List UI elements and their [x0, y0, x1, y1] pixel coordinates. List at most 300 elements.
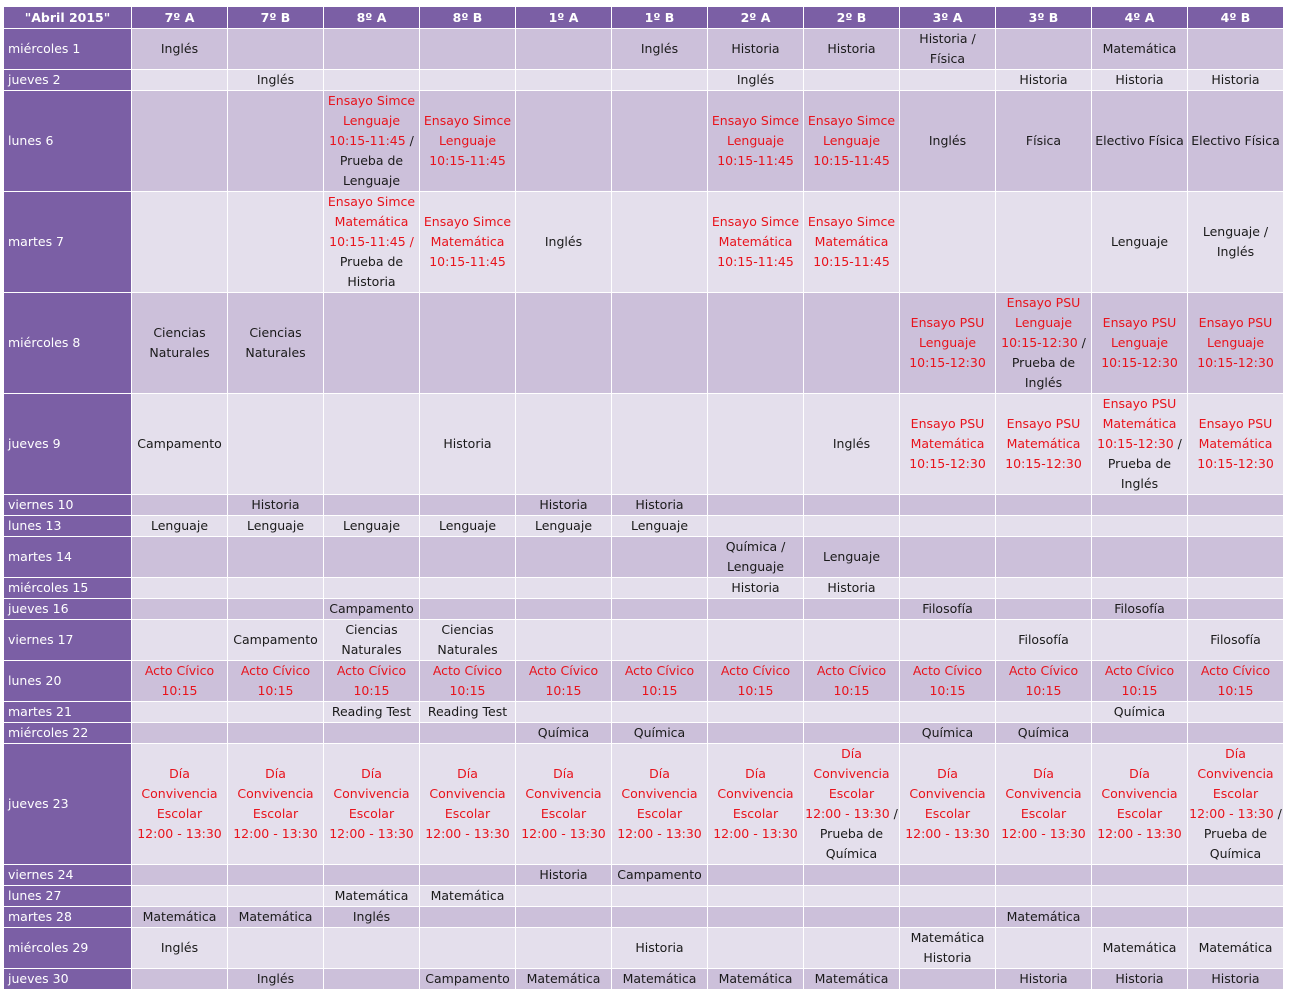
column-header: 7º B [228, 7, 324, 29]
schedule-cell [708, 516, 804, 537]
schedule-cell [612, 744, 708, 865]
schedule-cell [228, 599, 324, 620]
cell-text: Matemática [814, 234, 889, 249]
cell-text: 10:15 [1217, 683, 1254, 698]
cell-text: Campamento [233, 632, 318, 647]
schedule-cell [996, 495, 1092, 516]
cell-line [325, 272, 418, 292]
cell-line [1093, 784, 1186, 804]
cell-text: Lenguaje [726, 559, 785, 574]
cell-line [613, 723, 706, 743]
cell-text: Lenguaje [438, 518, 497, 533]
cell-text: Inglés [256, 72, 295, 87]
column-header: 7º A [132, 7, 228, 29]
schedule-cell [324, 620, 420, 661]
cell-line [229, 323, 322, 343]
day-row [4, 578, 1284, 599]
schedule-cell [228, 744, 324, 865]
cell-line [229, 630, 322, 650]
cell-line [325, 131, 418, 151]
schedule-cell [708, 578, 804, 599]
schedule-cell [612, 702, 708, 723]
cell-text: Química [825, 846, 878, 861]
cell-text: Historia [1019, 971, 1068, 986]
cell-text: Matemática [718, 971, 793, 986]
schedule-cell [1092, 293, 1188, 394]
schedule-cell [228, 516, 324, 537]
cell-text: Lenguaje [150, 518, 209, 533]
cell-line [1189, 333, 1282, 353]
cell-line [1093, 353, 1186, 373]
cell-line [997, 969, 1090, 989]
schedule-cell [516, 886, 612, 907]
cell-text: Prueba de [819, 826, 884, 841]
cell-text: Química / [725, 539, 786, 554]
cell-text: 10:15-12:30 [909, 456, 986, 471]
schedule-table [3, 6, 1284, 990]
cell-text: Química [633, 725, 686, 740]
schedule-cell [1188, 702, 1284, 723]
cell-text: Lenguaje [918, 335, 977, 350]
schedule-cell [804, 702, 900, 723]
schedule-cell [804, 928, 900, 969]
day-row [4, 516, 1284, 537]
cell-text: Ciencias [345, 622, 398, 637]
cell-text: Convivencia [1197, 766, 1274, 781]
cell-text: Matemática [1102, 940, 1177, 955]
day-row [4, 744, 1284, 865]
cell-line [613, 661, 706, 681]
cell-line [517, 495, 610, 515]
schedule-cell [228, 394, 324, 495]
cell-text: Escolar [924, 806, 971, 821]
cell-line [805, 131, 898, 151]
day-row [4, 29, 1284, 70]
cell-text: Escolar [1116, 806, 1163, 821]
cell-text: Convivencia [621, 786, 698, 801]
cell-line [997, 414, 1090, 434]
cell-line [1189, 969, 1282, 989]
cell-text: Ciencias [441, 622, 494, 637]
cell-text: Convivencia [141, 786, 218, 801]
day-label: lunes 6 [4, 91, 132, 192]
cell-text: Prueba de [339, 254, 404, 269]
schedule-cell [900, 886, 996, 907]
cell-text: 10:15-11:45 [813, 153, 890, 168]
schedule-cell [516, 537, 612, 578]
cell-line [133, 323, 226, 343]
cell-text: Inglés [640, 41, 679, 56]
cell-text: Química [1209, 846, 1262, 861]
schedule-cell [228, 702, 324, 723]
cell-text: 10:15-12:30 [1097, 436, 1174, 451]
schedule-cell [1188, 192, 1284, 293]
cell-line [1093, 804, 1186, 824]
schedule-cell [612, 886, 708, 907]
schedule-cell [420, 969, 516, 990]
schedule-cell [228, 907, 324, 928]
schedule-cell [708, 620, 804, 661]
cell-text: Acto Cívico [1200, 663, 1271, 678]
schedule-cell [132, 599, 228, 620]
cell-text: Filosofía [1114, 601, 1165, 616]
schedule-cell [516, 516, 612, 537]
schedule-cell [804, 91, 900, 192]
cell-line [997, 723, 1090, 743]
schedule-cell [132, 495, 228, 516]
cell-line [901, 824, 994, 844]
cell-text: Historia [347, 274, 396, 289]
day-row [4, 661, 1284, 702]
cell-text: Día [937, 766, 958, 781]
schedule-cell [996, 70, 1092, 91]
cell-text: Inglés [544, 234, 583, 249]
cell-text: 12:00 - 13:30 [137, 826, 222, 841]
schedule-cell [900, 91, 996, 192]
cell-text: Acto Cívico [816, 663, 887, 678]
schedule-cell [900, 394, 996, 495]
cell-line [133, 824, 226, 844]
schedule-cell [708, 293, 804, 394]
cell-text: Inglés [1120, 476, 1159, 491]
cell-text: Inglés [736, 72, 775, 87]
schedule-cell [1092, 192, 1188, 293]
cell-line [1093, 764, 1186, 784]
schedule-cell [804, 537, 900, 578]
schedule-cell [132, 865, 228, 886]
schedule-cell [420, 495, 516, 516]
cell-text: Filosofía [1018, 632, 1069, 647]
cell-line [805, 151, 898, 171]
cell-line [805, 661, 898, 681]
day-row [4, 70, 1284, 91]
schedule-cell [516, 599, 612, 620]
cell-text: 12:00 - 13:30 [425, 826, 510, 841]
cell-line [1189, 70, 1282, 90]
cell-text: Convivencia [717, 786, 794, 801]
cell-line [133, 804, 226, 824]
schedule-cell [900, 969, 996, 990]
cell-line [325, 784, 418, 804]
schedule-cell [996, 29, 1092, 70]
cell-line [229, 495, 322, 515]
schedule-cell [516, 578, 612, 599]
cell-line [997, 333, 1090, 353]
cell-text: Día [457, 766, 478, 781]
cell-text: Matemática [814, 971, 889, 986]
schedule-cell [420, 865, 516, 886]
cell-text: Física [929, 51, 966, 66]
cell-text: Ensayo Simce [327, 194, 416, 209]
cell-text: 10:15-12:30 [1197, 355, 1274, 370]
cell-line [133, 907, 226, 927]
cell-text: Día [169, 766, 190, 781]
cell-line [1189, 353, 1282, 373]
cell-text: Convivencia [909, 786, 986, 801]
schedule-cell [900, 578, 996, 599]
cell-line [709, 578, 802, 598]
cell-text: Convivencia [333, 786, 410, 801]
cell-line [805, 252, 898, 272]
cell-line [901, 49, 994, 69]
cell-line [517, 804, 610, 824]
cell-line [1093, 232, 1186, 252]
cell-text: Física [1025, 133, 1062, 148]
cell-text: Día [841, 746, 862, 761]
cell-text: Matemática [718, 234, 793, 249]
schedule-cell [1188, 661, 1284, 702]
schedule-cell [996, 537, 1092, 578]
cell-text: Ensayo Simce [327, 93, 416, 108]
cell-text: Ensayo Simce [711, 113, 800, 128]
schedule-cell [996, 192, 1092, 293]
cell-text: Acto Cívico [432, 663, 503, 678]
cell-text: Historia [443, 436, 492, 451]
day-label: jueves 2 [4, 70, 132, 91]
schedule-cell [420, 394, 516, 495]
column-header: 4º A [1092, 7, 1188, 29]
schedule-cell [516, 928, 612, 969]
cell-line [805, 232, 898, 252]
cell-text: Ensayo Simce [807, 214, 896, 229]
schedule-cell [1092, 744, 1188, 865]
cell-text: Lenguaje [726, 133, 785, 148]
schedule-cell [516, 91, 612, 192]
day-label: miércoles 1 [4, 29, 132, 70]
schedule-cell [804, 394, 900, 495]
schedule-cell [228, 29, 324, 70]
cell-line [709, 252, 802, 272]
day-row [4, 702, 1284, 723]
schedule-cell [804, 620, 900, 661]
day-label: miércoles 29 [4, 928, 132, 969]
cell-text: Filosofía [1210, 632, 1261, 647]
cell-line [325, 192, 418, 212]
cell-line [901, 723, 994, 743]
schedule-cell [324, 928, 420, 969]
cell-text: Escolar [348, 806, 395, 821]
schedule-cell [708, 70, 804, 91]
cell-line [613, 804, 706, 824]
cell-line [325, 702, 418, 722]
column-header: 2º A [708, 7, 804, 29]
cell-line [997, 293, 1090, 313]
cell-line [421, 681, 514, 701]
cell-text: Día [1129, 766, 1150, 781]
cell-text: Reading Test [427, 704, 508, 719]
cell-line [517, 661, 610, 681]
cell-line [805, 784, 898, 804]
cell-text: Electivo Física [1191, 133, 1280, 148]
cell-line [133, 434, 226, 454]
cell-text: Inglés [160, 940, 199, 955]
schedule-cell [1188, 495, 1284, 516]
cell-line [901, 948, 994, 968]
schedule-cell [804, 661, 900, 702]
cell-text: 12:00 - 13:30 [233, 826, 318, 841]
cell-line [325, 804, 418, 824]
schedule-cell [900, 723, 996, 744]
schedule-cell [1092, 516, 1188, 537]
cell-text: Lenguaje [1206, 335, 1265, 350]
cell-text: Lenguaje [1110, 335, 1169, 350]
schedule-cell [1092, 907, 1188, 928]
schedule-cell [516, 969, 612, 990]
cell-line [517, 824, 610, 844]
schedule-cell [708, 969, 804, 990]
day-label: viernes 10 [4, 495, 132, 516]
schedule-cell [1092, 578, 1188, 599]
cell-text: Convivencia [237, 786, 314, 801]
cell-text: Acto Cívico [624, 663, 695, 678]
day-row [4, 537, 1284, 578]
cell-line [517, 232, 610, 252]
cell-line [517, 784, 610, 804]
schedule-cell [228, 620, 324, 661]
schedule-cell [132, 661, 228, 702]
schedule-cell [516, 661, 612, 702]
cell-line [325, 907, 418, 927]
schedule-cell [804, 907, 900, 928]
cell-text: Matemática [526, 971, 601, 986]
cell-text: Matemática [622, 971, 697, 986]
schedule-cell [996, 886, 1092, 907]
cell-line [805, 434, 898, 454]
schedule-cell [324, 661, 420, 702]
schedule-cell [612, 969, 708, 990]
schedule-cell [228, 293, 324, 394]
cell-text: Naturales [245, 345, 306, 360]
cell-text: 10:15 [833, 683, 870, 698]
schedule-cell [900, 29, 996, 70]
cell-line [229, 70, 322, 90]
column-header: 1º A [516, 7, 612, 29]
cell-text: 10:15-12:30 [1101, 355, 1178, 370]
cell-line [805, 111, 898, 131]
schedule-cell [516, 394, 612, 495]
schedule-cell [1188, 599, 1284, 620]
schedule-cell [900, 907, 996, 928]
cell-text: Lenguaje [1110, 234, 1169, 249]
schedule-cell [228, 723, 324, 744]
schedule-cell [900, 620, 996, 661]
cell-line [709, 537, 802, 557]
schedule-cell [612, 620, 708, 661]
schedule-cell [1092, 661, 1188, 702]
day-row [4, 865, 1284, 886]
schedule-body [4, 29, 1284, 990]
cell-text: Escolar [444, 806, 491, 821]
cell-text: 10:15 [545, 683, 582, 698]
day-row [4, 723, 1284, 744]
schedule-cell [1188, 394, 1284, 495]
schedule-cell [1092, 70, 1188, 91]
schedule-cell [900, 865, 996, 886]
cell-line [709, 824, 802, 844]
cell-line [517, 865, 610, 885]
cell-text: Escolar [732, 806, 779, 821]
schedule-cell [996, 723, 1092, 744]
cell-line [421, 969, 514, 989]
cell-line [997, 824, 1090, 844]
day-row [4, 969, 1284, 990]
cell-text: Acto Cívico [912, 663, 983, 678]
cell-line [613, 495, 706, 515]
cell-line [997, 454, 1090, 474]
schedule-cell [420, 70, 516, 91]
cell-line [421, 212, 514, 232]
cell-text: Lenguaje / [1202, 224, 1269, 239]
cell-text: Acto Cívico [1008, 663, 1079, 678]
cell-line [325, 151, 418, 171]
cell-text: 10:15-11:45 [717, 254, 794, 269]
cell-line [325, 599, 418, 619]
schedule-cell [228, 91, 324, 192]
cell-text: Convivencia [429, 786, 506, 801]
cell-line [997, 907, 1090, 927]
schedule-cell [708, 91, 804, 192]
cell-text: Ensayo PSU [1102, 315, 1177, 330]
cell-text: 12:00 - 13:30 [329, 826, 414, 841]
cell-text: 10:15 [1121, 683, 1158, 698]
cell-text: Historia [1115, 971, 1164, 986]
schedule-cell [708, 192, 804, 293]
schedule-cell [804, 578, 900, 599]
cell-text: Convivencia [525, 786, 602, 801]
schedule-cell [612, 91, 708, 192]
cell-line [709, 969, 802, 989]
cell-line [1093, 681, 1186, 701]
cell-line [1093, 70, 1186, 90]
cell-line [805, 824, 898, 844]
day-label: lunes 27 [4, 886, 132, 907]
cell-text: Ensayo Simce [711, 214, 800, 229]
cell-line [421, 784, 514, 804]
schedule-cell [132, 969, 228, 990]
schedule-cell [612, 29, 708, 70]
cell-text: Matemática [430, 234, 505, 249]
schedule-cell [900, 495, 996, 516]
column-header: 4º B [1188, 7, 1284, 29]
schedule-cell [420, 620, 516, 661]
cell-line [1093, 599, 1186, 619]
schedule-cell [612, 394, 708, 495]
schedule-cell [612, 928, 708, 969]
schedule-cell [1092, 865, 1188, 886]
cell-text: Lenguaje [246, 518, 305, 533]
cell-text: 12:00 - 13:30 [1189, 806, 1274, 821]
cell-line [997, 353, 1090, 373]
cell-text: Campamento [137, 436, 222, 451]
cell-line [901, 434, 994, 454]
schedule-cell [132, 537, 228, 578]
schedule-cell [420, 928, 516, 969]
cell-line [709, 804, 802, 824]
schedule-cell [228, 928, 324, 969]
cell-line [997, 313, 1090, 333]
cell-line [709, 131, 802, 151]
day-label: martes 7 [4, 192, 132, 293]
cell-line [1189, 131, 1282, 151]
day-row [4, 293, 1284, 394]
schedule-cell [612, 70, 708, 91]
schedule-cell [1092, 620, 1188, 661]
cell-text: Lenguaje [822, 133, 881, 148]
cell-line [613, 764, 706, 784]
cell-line [421, 804, 514, 824]
schedule-cell [132, 886, 228, 907]
schedule-cell [324, 516, 420, 537]
